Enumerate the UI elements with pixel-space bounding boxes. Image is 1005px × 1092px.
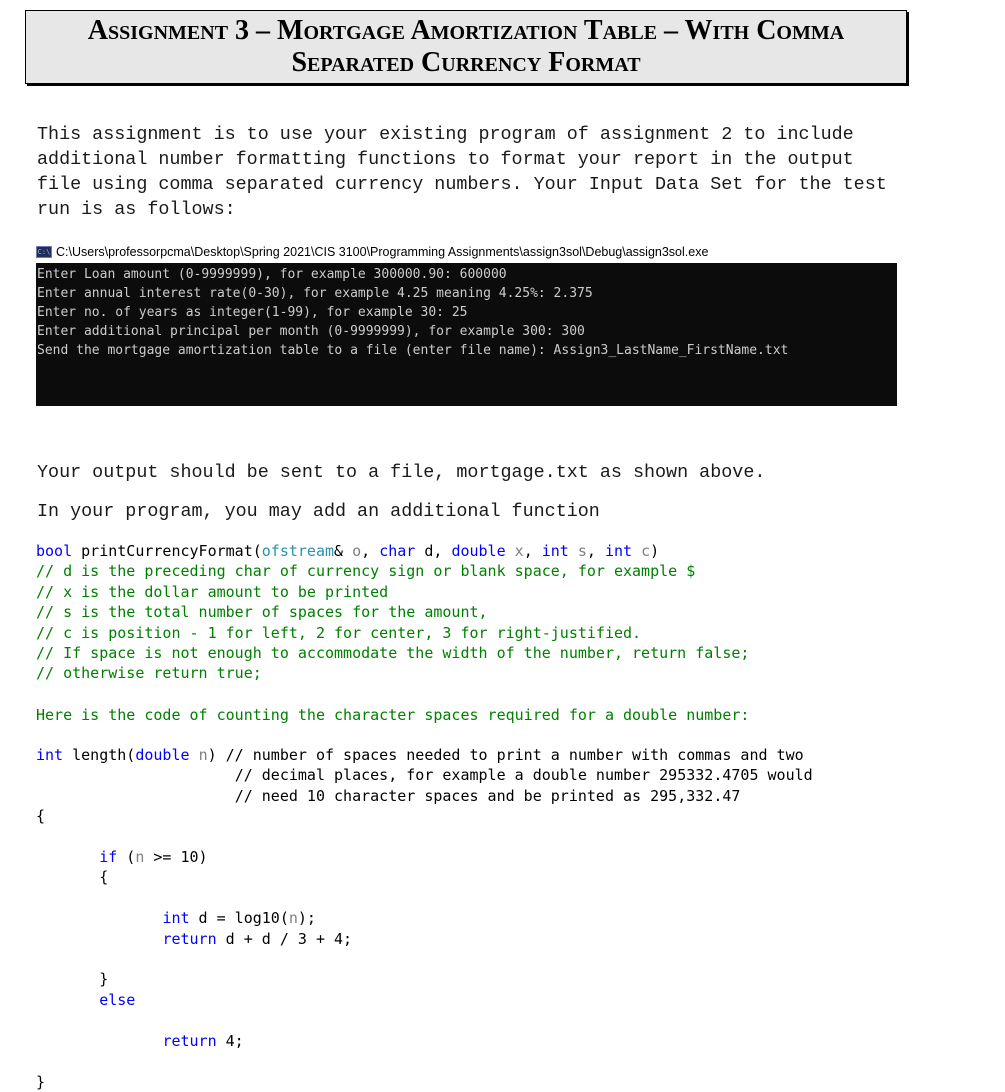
code-text: ) — [207, 746, 226, 764]
code-keyword: int — [36, 746, 64, 764]
title-line-2: Separated Currency Format — [291, 47, 641, 78]
code-param: n — [135, 848, 145, 867]
code-param: o — [352, 542, 362, 560]
code-comment: // d is the preceding char of currency sign or blank space, for example $ — [36, 562, 696, 581]
title-box — [25, 10, 907, 84]
console-title-bar — [36, 241, 896, 263]
code-keyword: bool — [36, 542, 73, 560]
code-intro-line: Here is the code of counting the character spaces required for a double number: — [36, 706, 750, 724]
code-brace: { — [36, 807, 46, 826]
code-comment: // If space is not enough to accommodate the width of the number, return false; — [36, 644, 750, 663]
console-output — [36, 263, 897, 406]
code-text: ) — [650, 542, 660, 560]
code-text: length( — [63, 746, 136, 764]
code-keyword: int — [162, 909, 190, 928]
code-text: printCurrencyFormat( — [72, 542, 262, 560]
code-brace: } — [36, 1072, 46, 1091]
console-line: Enter additional principal per month (0-9999999), for example 300: 300 — [37, 324, 585, 339]
code-text: , — [361, 542, 380, 560]
code-param: c — [641, 542, 651, 560]
code-param: x — [514, 542, 524, 560]
code-comment: // otherwise return true; — [36, 664, 262, 683]
code-brace: } — [99, 970, 109, 989]
code-keyword: return — [162, 929, 217, 948]
code-text: d + d / 3 + 4; — [216, 929, 353, 948]
code-text: & — [334, 542, 353, 560]
code-brace: { — [99, 868, 109, 887]
code-type: ofstream — [261, 542, 335, 560]
code-param: n — [288, 909, 298, 928]
console-line: Enter no. of years as integer(1-99), for example 30: 25 — [37, 305, 468, 320]
console-line: Enter Loan amount (0-9999999), for example 300000.90: 600000 — [37, 267, 507, 282]
code-text: ( — [117, 848, 136, 867]
code-keyword: int — [541, 542, 569, 560]
length-function-block — [36, 745, 813, 1092]
console-line: Enter annual interest rate(0-30), for example 4.25 meaning 4.25%: 2.375 — [37, 286, 593, 301]
code-keyword: else — [99, 990, 136, 1009]
function-intro-paragraph: In your program, you may add an additional function — [37, 501, 600, 522]
code-comment: // x is the dollar amount to be printed — [36, 582, 389, 601]
code-param: s — [577, 542, 587, 560]
intro-paragraph: This assignment is to use your existing program of assignment 2 to include additional number formatting functions to format your report in the output file using comma separated currency numbers. Your Input Data Set for the test run is as follows: — [37, 124, 887, 220]
code-text: d = log10( — [189, 909, 289, 928]
code-text: 4; — [216, 1031, 244, 1050]
code-comment: // s is the total number of spaces for the amount, — [36, 603, 488, 622]
console-app-icon: C:\ — [37, 248, 51, 256]
code-keyword: char — [379, 542, 416, 560]
code-keyword: double — [451, 542, 506, 560]
console-line: Send the mortgage amortization table to a file (enter file name): Assign3_LastName_FirstName.txt — [37, 343, 789, 358]
code-comment: // c is position - 1 for left, 2 for center, 3 for right-justified. — [36, 623, 642, 642]
code-comment-line: // decimal places, for example a double number 295332.4705 would — [234, 766, 813, 785]
code-text: d, — [415, 542, 452, 560]
code-keyword: int — [604, 542, 633, 560]
code-param: n — [198, 746, 208, 764]
code-keyword: double — [135, 746, 190, 764]
console-path: C:\Users\professorpcma\Desktop\Spring 2021\CIS 3100\Programming Assignments\assign3sol\Debug\assign3sol.exe — [56, 245, 709, 259]
function-signature-block: bool printCurrencyFormat(ofstream& o, char d, double x, int s, int c) // d is the preceding char of currency sign or blank space, for example $ // x is the dollar amount to be printed // s is the total number of spaces for the amount, // c is position - 1 for left, 2 for center, 3 for right-justified. // If space is not enough to accommodate the width of the number, return false; // otherwise return true; — [36, 542, 750, 683]
code-keyword: return — [162, 1031, 217, 1050]
title-line-1: Assignment 3 – Mortgage Amortization Table – With Comma — [87, 15, 845, 46]
output-paragraph: Your output should be sent to a file, mortgage.txt as shown above. — [37, 462, 766, 483]
code-text: >= 10) — [144, 848, 208, 867]
code-text: ); — [297, 909, 316, 928]
code-comment-line: // number of spaces needed to print a number with commas and two — [225, 746, 804, 764]
code-comment-line: // need 10 character spaces and be printed as 295,332.47 — [234, 786, 741, 805]
code-keyword: if — [99, 848, 118, 867]
